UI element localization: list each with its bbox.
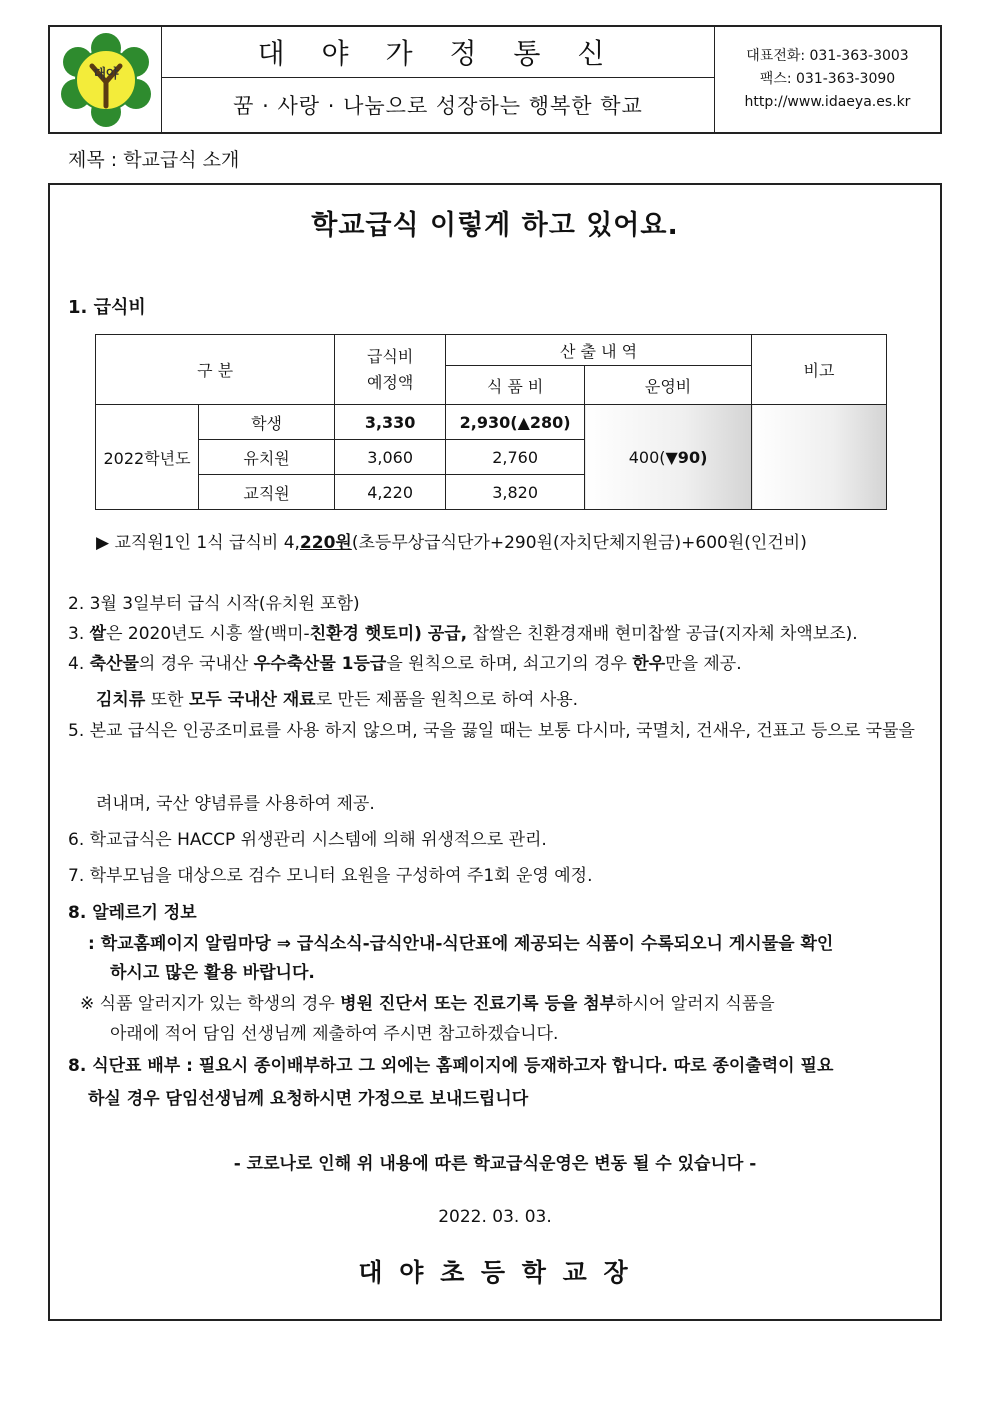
- row-label-student: 학생: [199, 405, 335, 440]
- school-emblem-icon: [56, 32, 156, 128]
- newsletter-title: 대 야 가 정 통 신: [162, 27, 714, 78]
- item-7: 7. 학부모님을 대상으로 검수 모니터 요원을 구성하여 주1회 운영 예정.: [68, 866, 593, 886]
- svg-text:대야: 대야: [92, 66, 119, 82]
- meal-fee-table: [95, 334, 887, 510]
- item-5: 5. 본교 급식은 인공조미료를 사용 하지 않으며, 국을 끓일 때는 보통 다시마, 국멸치, 건새우, 건표고 등으로 국물을: [68, 721, 915, 741]
- letterhead-title-area: [162, 27, 715, 132]
- item-menu-distribution: 8. 식단표 배부 : 필요시 종이배부하고 그 외에는 홈페이지에 등재하고자 합니다. 따로 종이출력이 필요: [68, 1056, 834, 1076]
- item-6: 6. 학교급식은 HACCP 위생관리 시스템에 의해 위생적으로 관리.: [68, 830, 547, 850]
- note-cell: [752, 405, 887, 510]
- school-slogan: 꿈 · 사랑 · 나눔으로 성장하는 행복한 학교: [233, 94, 643, 118]
- header-calc: 산 출 내 역: [446, 335, 752, 366]
- oper-cost: 400(▼90): [585, 405, 752, 510]
- corona-notice: - 코로나로 인해 위 내용에 따른 학교급식운영은 변동 될 수 있습니다 -: [233, 1154, 757, 1174]
- header-food: 식 품 비: [446, 366, 585, 405]
- header-oper: 운영비: [585, 366, 752, 405]
- item-4: 4. 축산물의 경우 국내산 우수축산물 1등급을 원칙으로 하며, 쇠고기의 경우 한우만을 제공.: [68, 654, 742, 674]
- subject-line: 제목 : 학교급식 소개: [68, 149, 240, 171]
- principal-signature: 대 야 초 등 학 교 장: [358, 1258, 632, 1287]
- school-logo: [50, 27, 162, 132]
- header-gubun: 구 분: [96, 335, 335, 405]
- document-date: 2022. 03. 03.: [438, 1207, 552, 1227]
- contact-info: [715, 27, 940, 132]
- fee-kinder: 3,060: [335, 440, 446, 475]
- item-8-allergy-info: : 학교홈페이지 알림마당 ⇒ 급식소식-급식안내-식단표에 제공되는 식품이 수록되오니 게시물을 확인: [88, 934, 834, 954]
- header-note: 비고: [752, 335, 887, 405]
- food-kinder: 2,760: [446, 440, 585, 475]
- cell-year: 2022학년도: [96, 405, 199, 510]
- item-4-kimchi: 김치류 또한 모두 국내산 재료로 만든 제품을 원칙으로 하여 사용.: [96, 690, 579, 710]
- phone-number: 대표전화: 031-363-3003: [746, 48, 909, 64]
- food-student: 2,930(▲280): [446, 405, 585, 440]
- item-3: 3. 쌀은 2020년도 시흥 쌀(백미-친환경 햇토미) 공급, 찹쌀은 친환경재배 현미찹쌀 공급(지자체 차액보조).: [68, 624, 858, 644]
- fee-student: 3,330: [335, 405, 446, 440]
- staff-fee-note: ▶ 교직원1인 1식 급식비 4,220원(초등무상급식단가+290원(자치단체지원금)+600원(인건비): [96, 533, 807, 553]
- allergy-notice: ※ 식품 알러지가 있는 학생의 경우 병원 진단서 또는 진료기록 등을 첨부하시어 알러지 식품을: [80, 994, 775, 1014]
- header-fee: 급식비 예정액: [335, 335, 446, 405]
- content-box: [48, 183, 942, 1321]
- allergy-notice-cont: 아래에 적어 담임 선생님께 제출하여 주시면 참고하겠습니다.: [110, 1024, 559, 1044]
- item-8-allergy-heading: 8. 알레르기 정보: [68, 903, 197, 923]
- item-5-cont: 려내며, 국산 양념류를 사용하여 제공.: [96, 794, 375, 814]
- food-staff: 3,820: [446, 475, 585, 510]
- fax-number: 팩스: 031-363-3090: [759, 71, 896, 87]
- document-title: 학교급식 이렇게 하고 있어요.: [311, 210, 679, 241]
- row-label-kinder: 유치원: [199, 440, 335, 475]
- item-8-allergy-info-cont: 하시고 많은 활용 바랍니다.: [110, 963, 315, 983]
- section-heading-fee: 1. 급식비: [68, 297, 146, 318]
- letterhead: [48, 25, 942, 134]
- item-menu-distribution-cont: 하실 경우 담임선생님께 요청하시면 가정으로 보내드립니다: [88, 1089, 529, 1109]
- fee-staff: 4,220: [335, 475, 446, 510]
- school-url[interactable]: http://www.idaeya.es.kr: [744, 94, 911, 110]
- item-2: 2. 3월 3일부터 급식 시작(유치원 포함): [68, 594, 360, 614]
- row-label-staff: 교직원: [199, 475, 335, 510]
